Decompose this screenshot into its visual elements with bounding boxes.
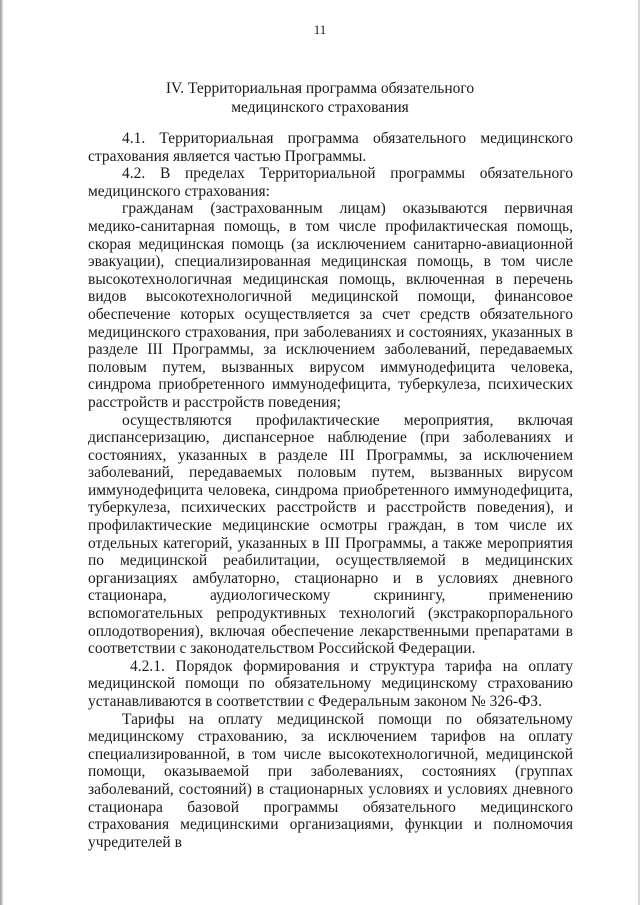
document-body [88, 130, 573, 851]
paragraph-tariffs: Тарифы на оплату медицинской помощи по обязательному медицинскому страхованию, за исключением тарифов на оплату специализированной, в том числе высокотехнологичной, медицинской помощи, оказываемой при заболеваниях, состояниях (группах заболеваний, состояний) в стационарных условиях и условиях дневного стационара базовой программы обязательного медицинского страхования медицинскими организациями, функции и полномочия учредителей в [88, 710, 573, 851]
paragraph-4-2: 4.2. В пределах Территориальной программы обязательного медицинского страхования: [88, 165, 573, 200]
section-title-line-1: IV. Территориальная программа обязательного [165, 80, 475, 97]
paragraph-citizens-care: гражданам (застрахованным лицам) оказываются первичная медико-санитарная помощь, в том числе профилактическая помощь, скорая медицинская помощь (за исключением санитарно-авиационной эвакуации), специализированная медицинская помощь, в том числе высокотехнологичная медицинская помощь, включенная в перечень видов высокотехнологичной медицинской помощи, финансовое обеспечение которых осуществляется за счет средств обязательного медицинского страхования, при заболеваниях и состояниях, указанных в разделе III Программы, за исключением заболеваний, передаваемых половым путем, вызванных вирусом иммунодефицита человека, синдрома приобретенного иммунодефицита, туберкулеза, психических расстройств и расстройств поведения; [88, 200, 573, 411]
page-number: 11 [313, 22, 327, 37]
paragraph-preventive-measures: осуществляются профилактические мероприятия, включая диспансеризацию, диспансерное наблюдение (при заболеваниях и состояниях, указанных в разделе III Программы, за исключением заболеваний, передаваемых половым путем, вызванных вирусом иммунодефицита человека, синдрома приобретенного иммунодефицита, туберкулеза, психических расстройств и расстройств поведения), и профилактические медицинские осмотры граждан, в том числе их отдельных категорий, указанных в III Программы, а также мероприятия по медицинской реабилитации, осуществляемой в медицинских организациях амбулаторно, стационарно и в условиях дневного стационара, аудиологическому скринингу, применению вспомогательных репродуктивных технологий (экстракорпорального оплодотворения), включая обеспечение лекарственными препаратами в соответствии с законодательством Российской Федерации. [88, 411, 573, 658]
page-edge-shadow [0, 0, 3, 905]
paragraph-4-2-1: 4.2.1. Порядок формирования и структура тарифа на оплату медицинской помощи по обязательному медицинскому страхованию устанавливаются в соответствии с Федеральным законом № 326-ФЗ. [88, 657, 573, 710]
paragraph-4-1: 4.1. Территориальная программа обязательного медицинского страхования является частью Программы. [88, 130, 573, 165]
section-title-line-2: медицинского страхования [231, 99, 409, 116]
